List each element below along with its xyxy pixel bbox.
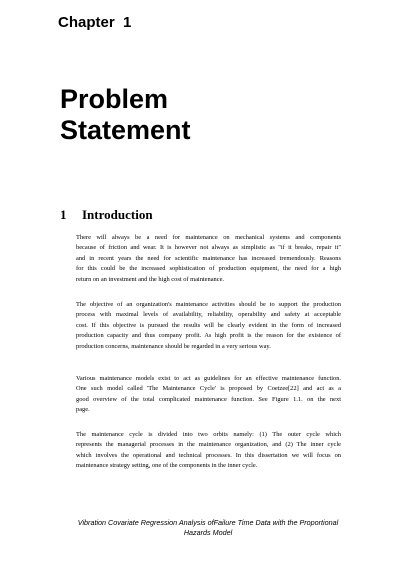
footer-line: Vibration Covariate Regression Analysis ofFailure Time Data with the Proportional bbox=[77, 518, 339, 527]
text-line: maintenance strategy setting, one of the components in the inner cycle. bbox=[76, 462, 258, 470]
paragraph-1 bbox=[76, 233, 341, 285]
text-line: The maintenance cycle is divided into two orbits namely: (1) The outer cycle which bbox=[76, 431, 341, 438]
text-line: Various maintenance models exist to act as guidelines for an effective maintenance function. bbox=[76, 375, 341, 382]
paragraph-4 bbox=[76, 430, 341, 472]
text-line: The objective of an organization's maintenance activities should be to support the production bbox=[76, 301, 341, 308]
chapter-title-line: Problem bbox=[60, 84, 169, 114]
text-line: which involves the operational and technical processes. In this dissertation we will focus on bbox=[76, 451, 341, 459]
text-line: represents the managerial processes in the maintenance organization, and (2) The inner cycle bbox=[76, 441, 341, 449]
text-line: process with maximal levels of availability, reliability, operability and safety at acceptable bbox=[76, 311, 341, 319]
section-title: Introduction bbox=[82, 207, 153, 222]
text-line: good overview of the total complicated maintenance function. See Figure 1.1. on the next bbox=[76, 395, 341, 403]
text-line: cost. If this objective is pursued the results will be clearly evident in the form of increased bbox=[76, 321, 341, 329]
text-line: and in recent years the need for scientific maintenance has increased tremendously. Reasons bbox=[76, 254, 341, 262]
text-line: return on an investment and the high cost of maintenance. bbox=[76, 275, 225, 283]
chapter-label: Chapter 1 bbox=[58, 14, 132, 31]
text-line: production concerns, maintenance should be regarded in a very serious way. bbox=[76, 342, 271, 350]
text-line: page. bbox=[76, 406, 90, 414]
chapter-title-line: Statement bbox=[60, 115, 191, 145]
text-line: There will always be a need for maintenance on mechanical systems and components bbox=[76, 234, 341, 241]
footer-line: Hazards Model bbox=[183, 528, 233, 537]
text-line: One such model called 'The Maintenance Cycle' is proposed by Coetzee[22] and act as a bbox=[76, 385, 341, 393]
section-number: 1 bbox=[60, 207, 67, 222]
text-line: because of friction and wear. It is however not always as simplistic as "if it breaks, repair it" bbox=[76, 244, 341, 252]
text-line: production capacity and thus company profit. As high profit is the reason for the existence of bbox=[76, 332, 341, 340]
paragraph-3 bbox=[76, 374, 341, 416]
page-footer bbox=[60, 518, 356, 538]
paragraph-2 bbox=[76, 300, 341, 352]
section-heading bbox=[60, 207, 153, 223]
chapter-title bbox=[60, 84, 380, 146]
text-line: for this could be the increased sophistication of production equipment, the need for a high bbox=[76, 265, 341, 273]
